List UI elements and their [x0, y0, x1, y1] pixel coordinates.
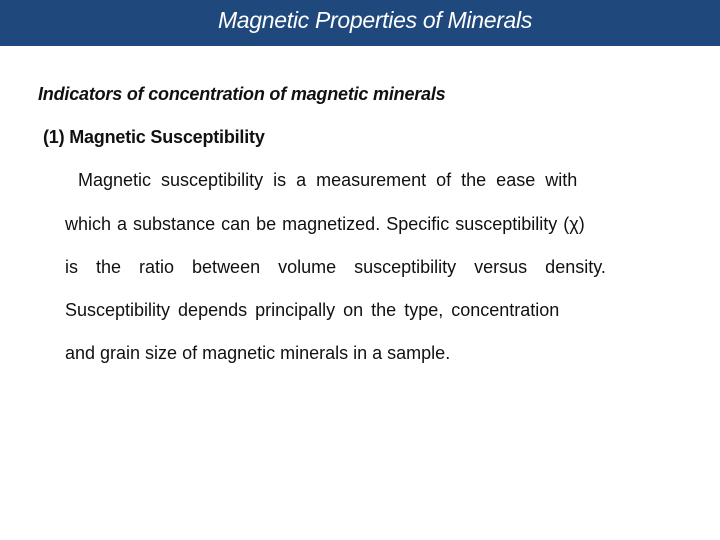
section-heading: (1) Magnetic Susceptibility: [43, 127, 265, 147]
body-line-1: Magnetic susceptibility is a measurement of the ease with: [78, 170, 578, 190]
slide-title: Magnetic Properties of Minerals: [217, 7, 533, 33]
title-bar: [0, 0, 720, 46]
body-line-3: is the ratio between volume susceptibility versus density.: [65, 257, 606, 277]
body-line-4: Susceptibility depends principally on the type, concentration: [65, 300, 560, 320]
slide-subtitle: Indicators of concentration of magnetic minerals: [38, 84, 446, 104]
body-line-5: and grain size of magnetic minerals in a sample.: [65, 343, 451, 363]
body-line-2: which a substance can be magnetized. Specific susceptibility (χ): [65, 214, 585, 234]
